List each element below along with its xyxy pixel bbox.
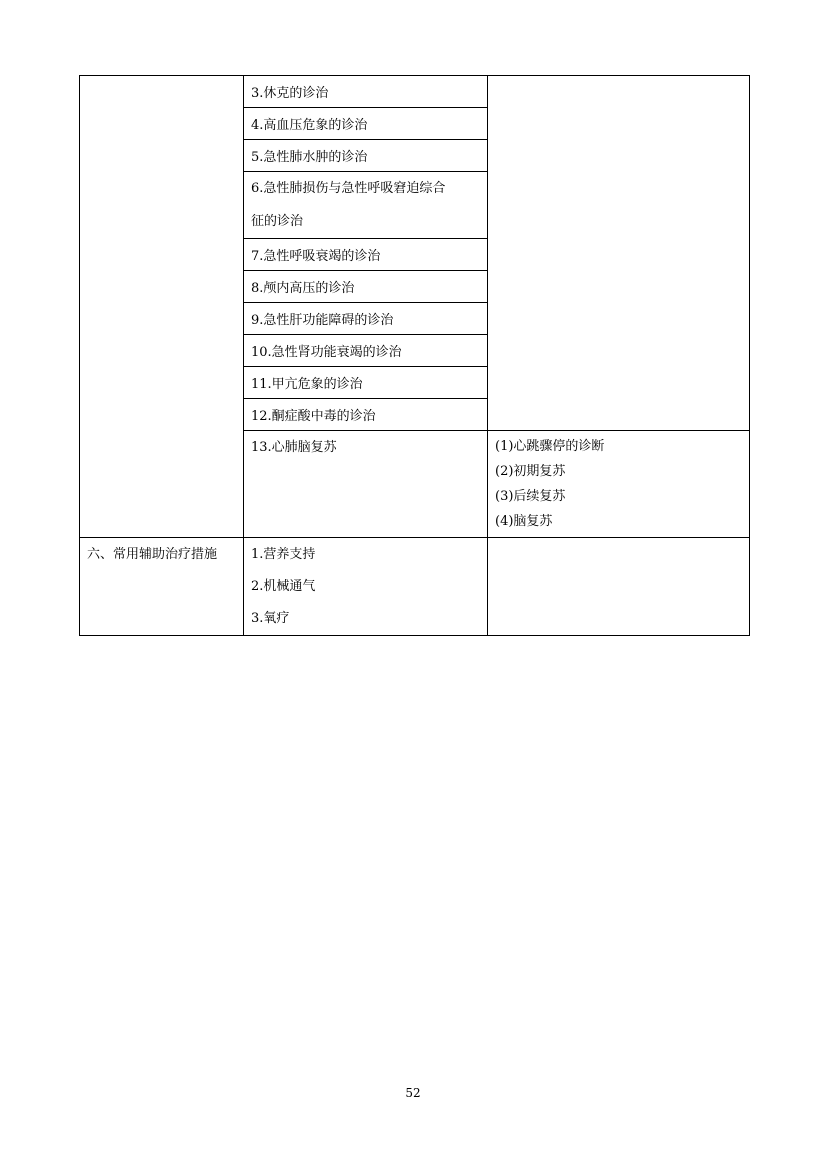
item-text-line1: 6.急性肺损伤与急性呼吸窘迫综合 xyxy=(251,181,446,196)
item-text-line2: 征的诊治 xyxy=(251,214,304,229)
subitem-cell xyxy=(488,431,750,538)
item-text: 12.酮症酸中毒的诊治 xyxy=(251,409,376,424)
item-cell xyxy=(244,431,488,538)
item-cell xyxy=(244,399,488,431)
item-cell xyxy=(244,303,488,335)
category-text: 六、常用辅助治疗措施 xyxy=(87,547,218,562)
item-text: 3.氧疗 xyxy=(251,611,290,626)
item-text: 8.颅内高压的诊治 xyxy=(251,281,355,296)
subitem-list xyxy=(495,431,742,537)
table-row xyxy=(80,76,750,108)
table-row xyxy=(80,538,750,636)
item-cell xyxy=(244,239,488,271)
item-text: 4.高血压危象的诊治 xyxy=(251,118,368,133)
subitem-text: (2)初期复苏 xyxy=(495,464,566,479)
item-text: 2.机械通气 xyxy=(251,579,316,594)
item-text: 13.心肺脑复苏 xyxy=(251,440,337,455)
item-cell xyxy=(244,108,488,140)
item-text: 9.急性肝功能障碍的诊治 xyxy=(251,313,394,328)
subitem-cell-empty xyxy=(488,538,750,636)
item-text: 7.急性呼吸衰竭的诊治 xyxy=(251,249,381,264)
item-cell xyxy=(244,538,488,636)
subitem-text: (1)心跳骤停的诊断 xyxy=(495,439,605,454)
item-text: 11.甲亢危象的诊治 xyxy=(251,377,363,392)
category-cell-continued xyxy=(80,76,244,538)
page-number: 52 xyxy=(405,1086,421,1100)
subitem-text: (3)后续复苏 xyxy=(495,489,566,504)
item-text: 3.休克的诊治 xyxy=(251,86,329,101)
item-cell xyxy=(244,172,488,239)
subitem-cell-empty xyxy=(488,76,750,431)
syllabus-table xyxy=(79,75,750,636)
item-cell xyxy=(244,76,488,108)
item-cell xyxy=(244,140,488,172)
subitem-text: (4)脑复苏 xyxy=(495,514,553,529)
item-text: 5.急性肺水肿的诊治 xyxy=(251,150,368,165)
item-text: 1.营养支持 xyxy=(251,547,316,562)
item-text: 10.急性肾功能衰竭的诊治 xyxy=(251,345,402,360)
category-cell xyxy=(80,538,244,636)
item-cell xyxy=(244,335,488,367)
item-cell xyxy=(244,271,488,303)
item-cell xyxy=(244,367,488,399)
